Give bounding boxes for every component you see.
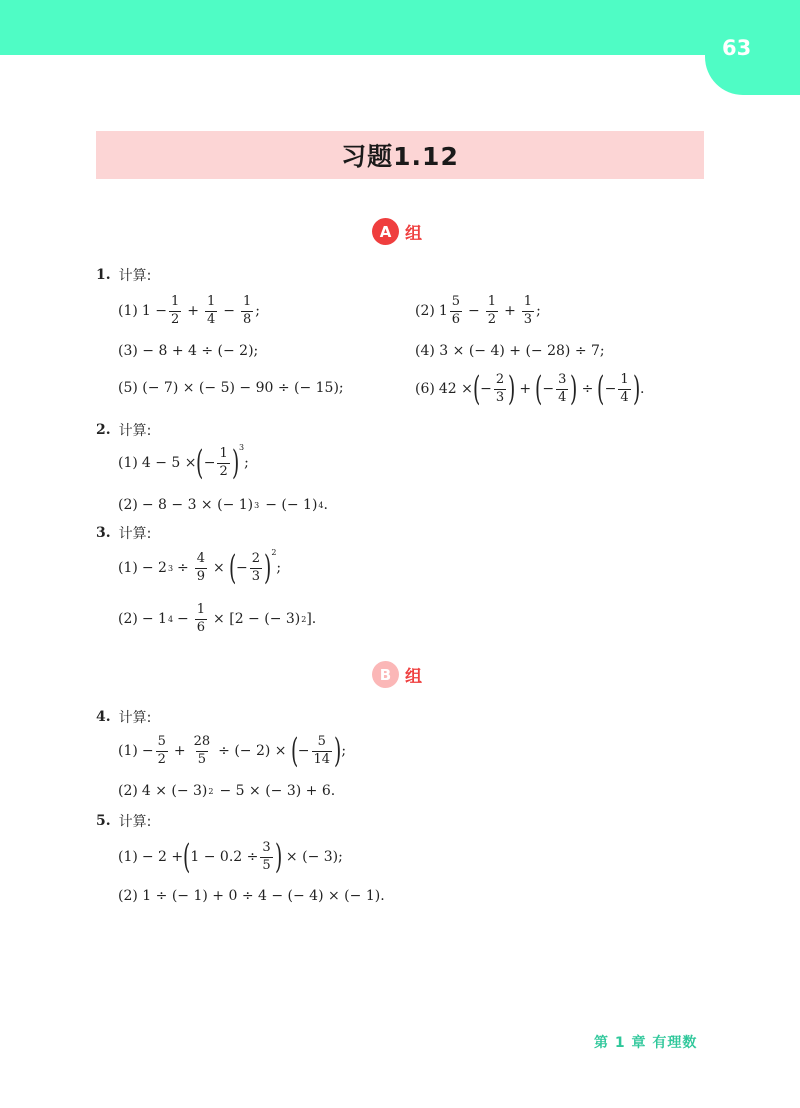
exponent: 3 [239, 442, 245, 452]
expr-text: − 1 [141, 611, 167, 628]
operator: + [504, 303, 516, 320]
operator: − [223, 303, 235, 320]
exponent: 3 [167, 563, 174, 573]
operator: + [173, 743, 186, 759]
exponent: 2 [301, 614, 307, 624]
fraction: $\frac{1}{3}$ [523, 294, 533, 327]
question-2-heading [96, 420, 151, 440]
q1-part-2 [415, 295, 541, 328]
expr-text: − (− 1) [265, 497, 318, 513]
expr-end: ; [341, 743, 347, 759]
fraction: $\frac{2}{3}$ [251, 550, 261, 584]
q1-part-5: (5) (− 7) × (− 5) − 90 ÷ (− 15); [118, 380, 344, 396]
q4-part-1: (1) − $\frac{5}{2}$ + $\frac{28}{5}$ ÷ (− 2) × ( − $\frac{5}{14}$ ) ; [118, 731, 347, 771]
part-tag: (6) [415, 381, 435, 397]
expr-text: − 5 × (− 3) + 6. [219, 783, 336, 799]
exercise-title-banner [96, 131, 704, 179]
expr-end: ; [276, 560, 282, 576]
expr-end: ; [244, 455, 249, 471]
question-label: 计算: [118, 526, 152, 542]
q5-part-1: (1) − 2 + ( 1 − 0.2 ÷ $\frac{3}{5}$ ) × (− 3); [118, 837, 343, 877]
exponent: 3 [254, 500, 260, 510]
q1-part-6: (6) 42 × ( − $\frac{2}{3}$ ) + ( − $\frac{3}{4}$ ) ÷ ( − $\frac{1}{4}$ ) . [415, 369, 645, 409]
fraction: $\frac{1}{4}$ [206, 294, 216, 327]
question-number: 4. [96, 709, 111, 725]
expr-end: . [323, 497, 328, 513]
operator: − [468, 303, 480, 320]
fraction: $\frac{1}{8}$ [242, 294, 252, 327]
part-tag: (1) [118, 849, 138, 865]
exponent: 4 [167, 614, 174, 624]
expr-text: ÷ (− 2) × [218, 743, 287, 759]
q1-part-1 [118, 295, 260, 328]
question-label: 计算: [118, 814, 152, 830]
part-tag: (1) [118, 560, 138, 576]
fraction: $\frac{3}{4}$ [558, 371, 567, 405]
operator: × [213, 560, 225, 576]
question-3-heading [96, 523, 151, 543]
fraction: $\frac{1}{2}$ [487, 294, 497, 327]
fraction: $\frac{5}{14}$ [313, 733, 331, 767]
fraction: $\frac{28}{5}$ [193, 733, 211, 767]
expr-text: − [141, 743, 154, 759]
q1-part-3: (3) − 8 + 4 ÷ (− 2); [118, 343, 259, 359]
question-label: 计算: [118, 268, 152, 284]
part-tag: (1) [118, 743, 138, 759]
part-tag: (2) [118, 611, 138, 628]
expr-text: − 8 − 3 × (− 1) [141, 497, 254, 513]
fraction: $\frac{3}{5}$ [262, 839, 271, 873]
question-1-heading [96, 265, 151, 285]
page-number-tab [705, 0, 800, 95]
operator: + [519, 381, 532, 397]
chapter-footer: 第 1 章 有理数 [594, 1035, 698, 1051]
part-tag: (1) [118, 303, 138, 320]
q5-part-2: (2) 1 ÷ (− 1) + 0 ÷ 4 − (− 4) × (− 1). [118, 888, 385, 904]
expr-end: ; [255, 303, 260, 320]
question-4-heading [96, 707, 151, 727]
expr-text: − 2 + [141, 849, 184, 865]
group-b-header [372, 661, 422, 688]
expr-text: × [2 − (− 3) [213, 611, 301, 628]
q3-part-2 [118, 603, 316, 636]
expr-text: 4 × (− 3) [141, 783, 208, 799]
group-a-label: 组 [405, 224, 422, 244]
exponent: 2 [208, 786, 214, 796]
top-color-bar [0, 0, 800, 55]
question-label: 计算: [118, 423, 152, 439]
q2-part-1: (1) 4 − 5 × ( − $\frac{1}{2}$ ) 3 ; [118, 442, 249, 483]
exponent: 4 [318, 500, 324, 510]
fraction: $\frac{5}{2}$ [157, 733, 166, 767]
q4-part-2 [118, 783, 335, 799]
part-tag: (2) [415, 303, 435, 320]
part-tag: (2) [118, 783, 138, 799]
operator: − [177, 611, 189, 628]
fraction: $\frac{1}{2}$ [170, 294, 180, 327]
question-number: 1. [96, 267, 111, 283]
exponent: 2 [271, 547, 277, 557]
page-number: 63 [722, 36, 752, 60]
operator: ÷ [581, 381, 594, 397]
fraction: $\frac{2}{3}$ [495, 371, 505, 405]
group-b-label: 组 [405, 667, 422, 687]
part-tag: (2) [118, 497, 138, 513]
q3-part-1: (1) − 2 3 ÷ $\frac{4}{9}$ × ( − $\frac{2}{3}$ ) 2 ; [118, 547, 282, 588]
operator: + [187, 303, 199, 320]
group-a-badge: A [372, 218, 399, 245]
question-number: 2. [96, 422, 111, 438]
question-number: 3. [96, 525, 111, 541]
question-label: 计算: [118, 710, 152, 726]
operator: ÷ [177, 560, 189, 576]
fraction: $\frac{1}{2}$ [219, 445, 228, 479]
mixed-number: 1 $\frac{5}{6}$ [438, 294, 461, 327]
group-b-badge: B [372, 661, 399, 688]
q1-part-4: (4) 3 × (− 4) + (− 28) ÷ 7; [415, 343, 605, 359]
expr-end: ; [536, 303, 541, 320]
expr-text: 4 − 5 × [141, 455, 197, 471]
fraction: $\frac{4}{9}$ [196, 550, 206, 584]
group-a-header [372, 218, 422, 245]
exercise-title: 习题1.12 [341, 142, 459, 171]
expr-text: − 2 [141, 560, 167, 576]
part-tag: (1) [118, 455, 138, 471]
question-number: 5. [96, 813, 111, 829]
fraction: $\frac{1}{4}$ [620, 371, 629, 405]
expr-text: 42 × [438, 381, 473, 397]
expr-end: ]. [306, 611, 317, 628]
expr-text: 1 − [141, 303, 167, 320]
question-5-heading [96, 811, 151, 831]
expr-text: 1 − 0.2 ÷ [190, 849, 259, 865]
expr-end: . [639, 381, 645, 397]
fraction: $\frac{1}{6}$ [196, 602, 206, 635]
q2-part-2 [118, 497, 328, 513]
expr-text: × (− 3); [285, 849, 343, 865]
